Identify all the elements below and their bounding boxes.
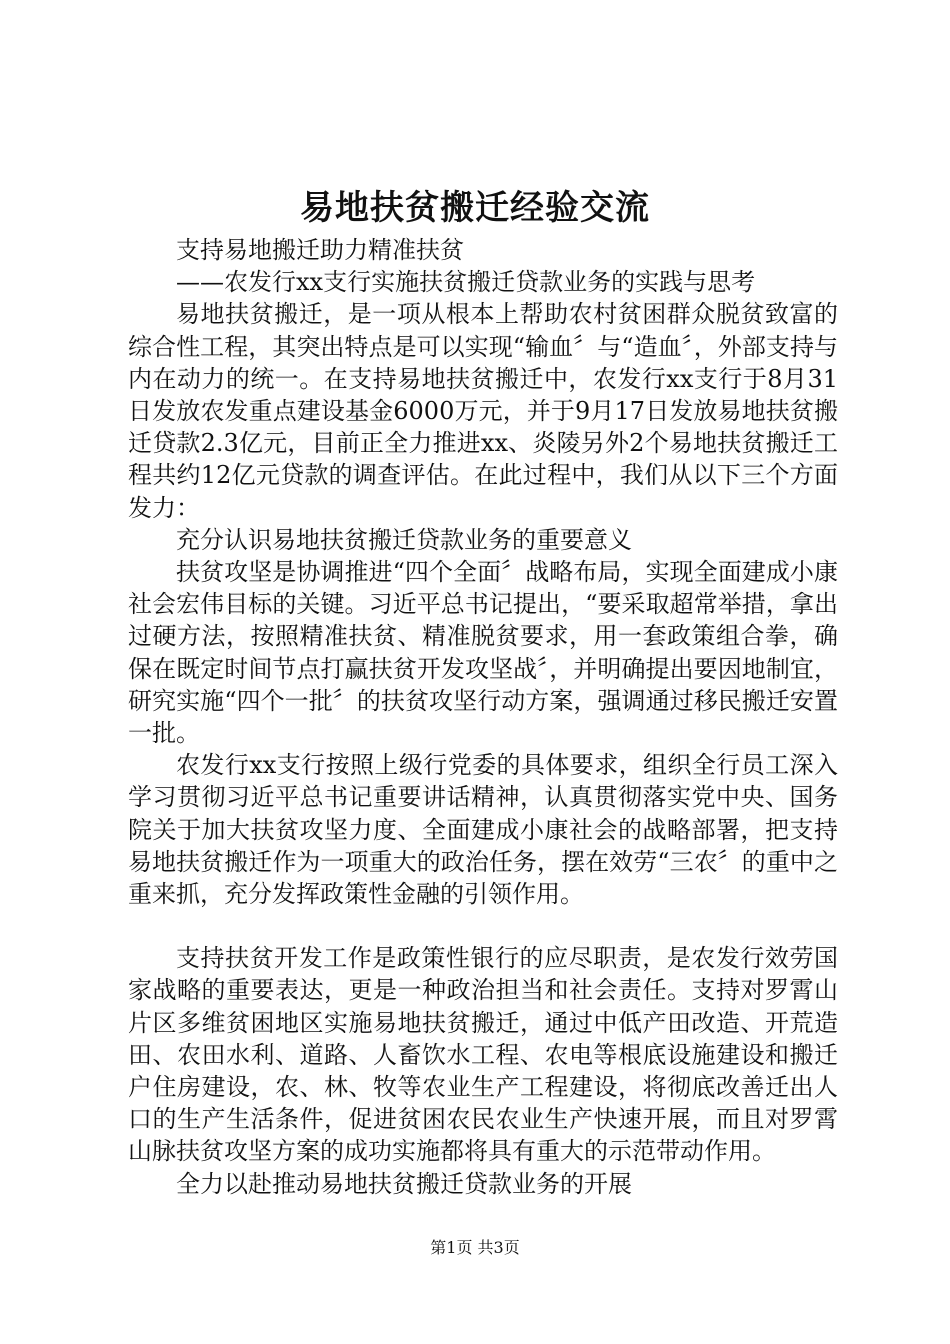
body-paragraph-intro: 易地扶贫搬迁，是一项从根本上帮助农村贫困群众脱贫致富的综合性工程，其突出特点是可以实现“输血〞与“造血〞，外部支持与内在动力的统一。在支持易地扶贫搬迁中，农发行xx支行于8月31日发放农发重点建设基金6000万元，并于9月17日发放易地扶贫搬迁贷款2.3亿元，目前正全力推进xx、炎陵另外2个易地扶贫搬迁工程共约12亿元贷款的调查评估。在此过程中，我们从以下三个方面发力： bbox=[128, 300, 838, 522]
page-number-footer: 第1页 共3页 bbox=[430, 1238, 520, 1257]
body-paragraph: 扶贫攻坚是协调推进“四个全面〞战略布局，实现全面建成小康社会宏伟目标的关键。习近平总书记提出，“要采取超常举措，拿出过硬方法，按照精准扶贫、精准脱贫要求，用一套政策组合拳，确保在既定时间节点打赢扶贫开发攻坚战〞，并明确提出要因地制宜，研究实施“四个一批〞的扶贫攻坚行动方案，强调通过移民搬迁安置一批。 bbox=[128, 558, 838, 748]
body-paragraph: 支持扶贫开发工作是政策性银行的应尽职责，是农发行效劳国家战略的重要表达，更是一种政治担当和社会责任。支持对罗霄山片区多维贫困地区实施易地扶贫搬迁，通过中低产田改造、开荒造田、农田水利、道路、人畜饮水工程、农电等根底设施建设和搬迁户住房建设，农、林、牧等农业生产工程建设，将彻底改善迁出人口的生产生活条件，促进贫困农民农业生产快速开展，而且对罗霄山脉扶贫攻坚方案的成功实施都将具有重大的示范带动作用。 bbox=[128, 944, 838, 1166]
document-body bbox=[128, 234, 838, 1200]
section-heading-2: 全力以赴推动易地扶贫搬迁贷款业务的开展 bbox=[176, 1169, 632, 1198]
body-paragraph: 农发行xx支行按照上级行党委的具体要求，组织全行员工深入学习贯彻习近平总书记重要讲话精神，认真贯彻落实党中央、国务院关于加大扶贫攻坚力度、全面建成小康社会的战略部署，把支持易地扶贫搬迁作为一项重大的政治任务，摆在效劳“三农〞的重中之重来抓，充分发挥政策性金融的引领作用。 bbox=[128, 751, 838, 909]
subtitle-dash-line: ——农发行xx支行实施扶贫搬迁贷款业务的实践与思考 bbox=[176, 268, 756, 297]
section-heading-1: 充分认识易地扶贫搬迁贷款业务的重要意义 bbox=[176, 525, 632, 554]
subtitle-heading: 支持易地搬迁助力精准扶贫 bbox=[176, 236, 464, 264]
document-title: 易地扶贫搬迁经验交流 bbox=[300, 188, 650, 228]
